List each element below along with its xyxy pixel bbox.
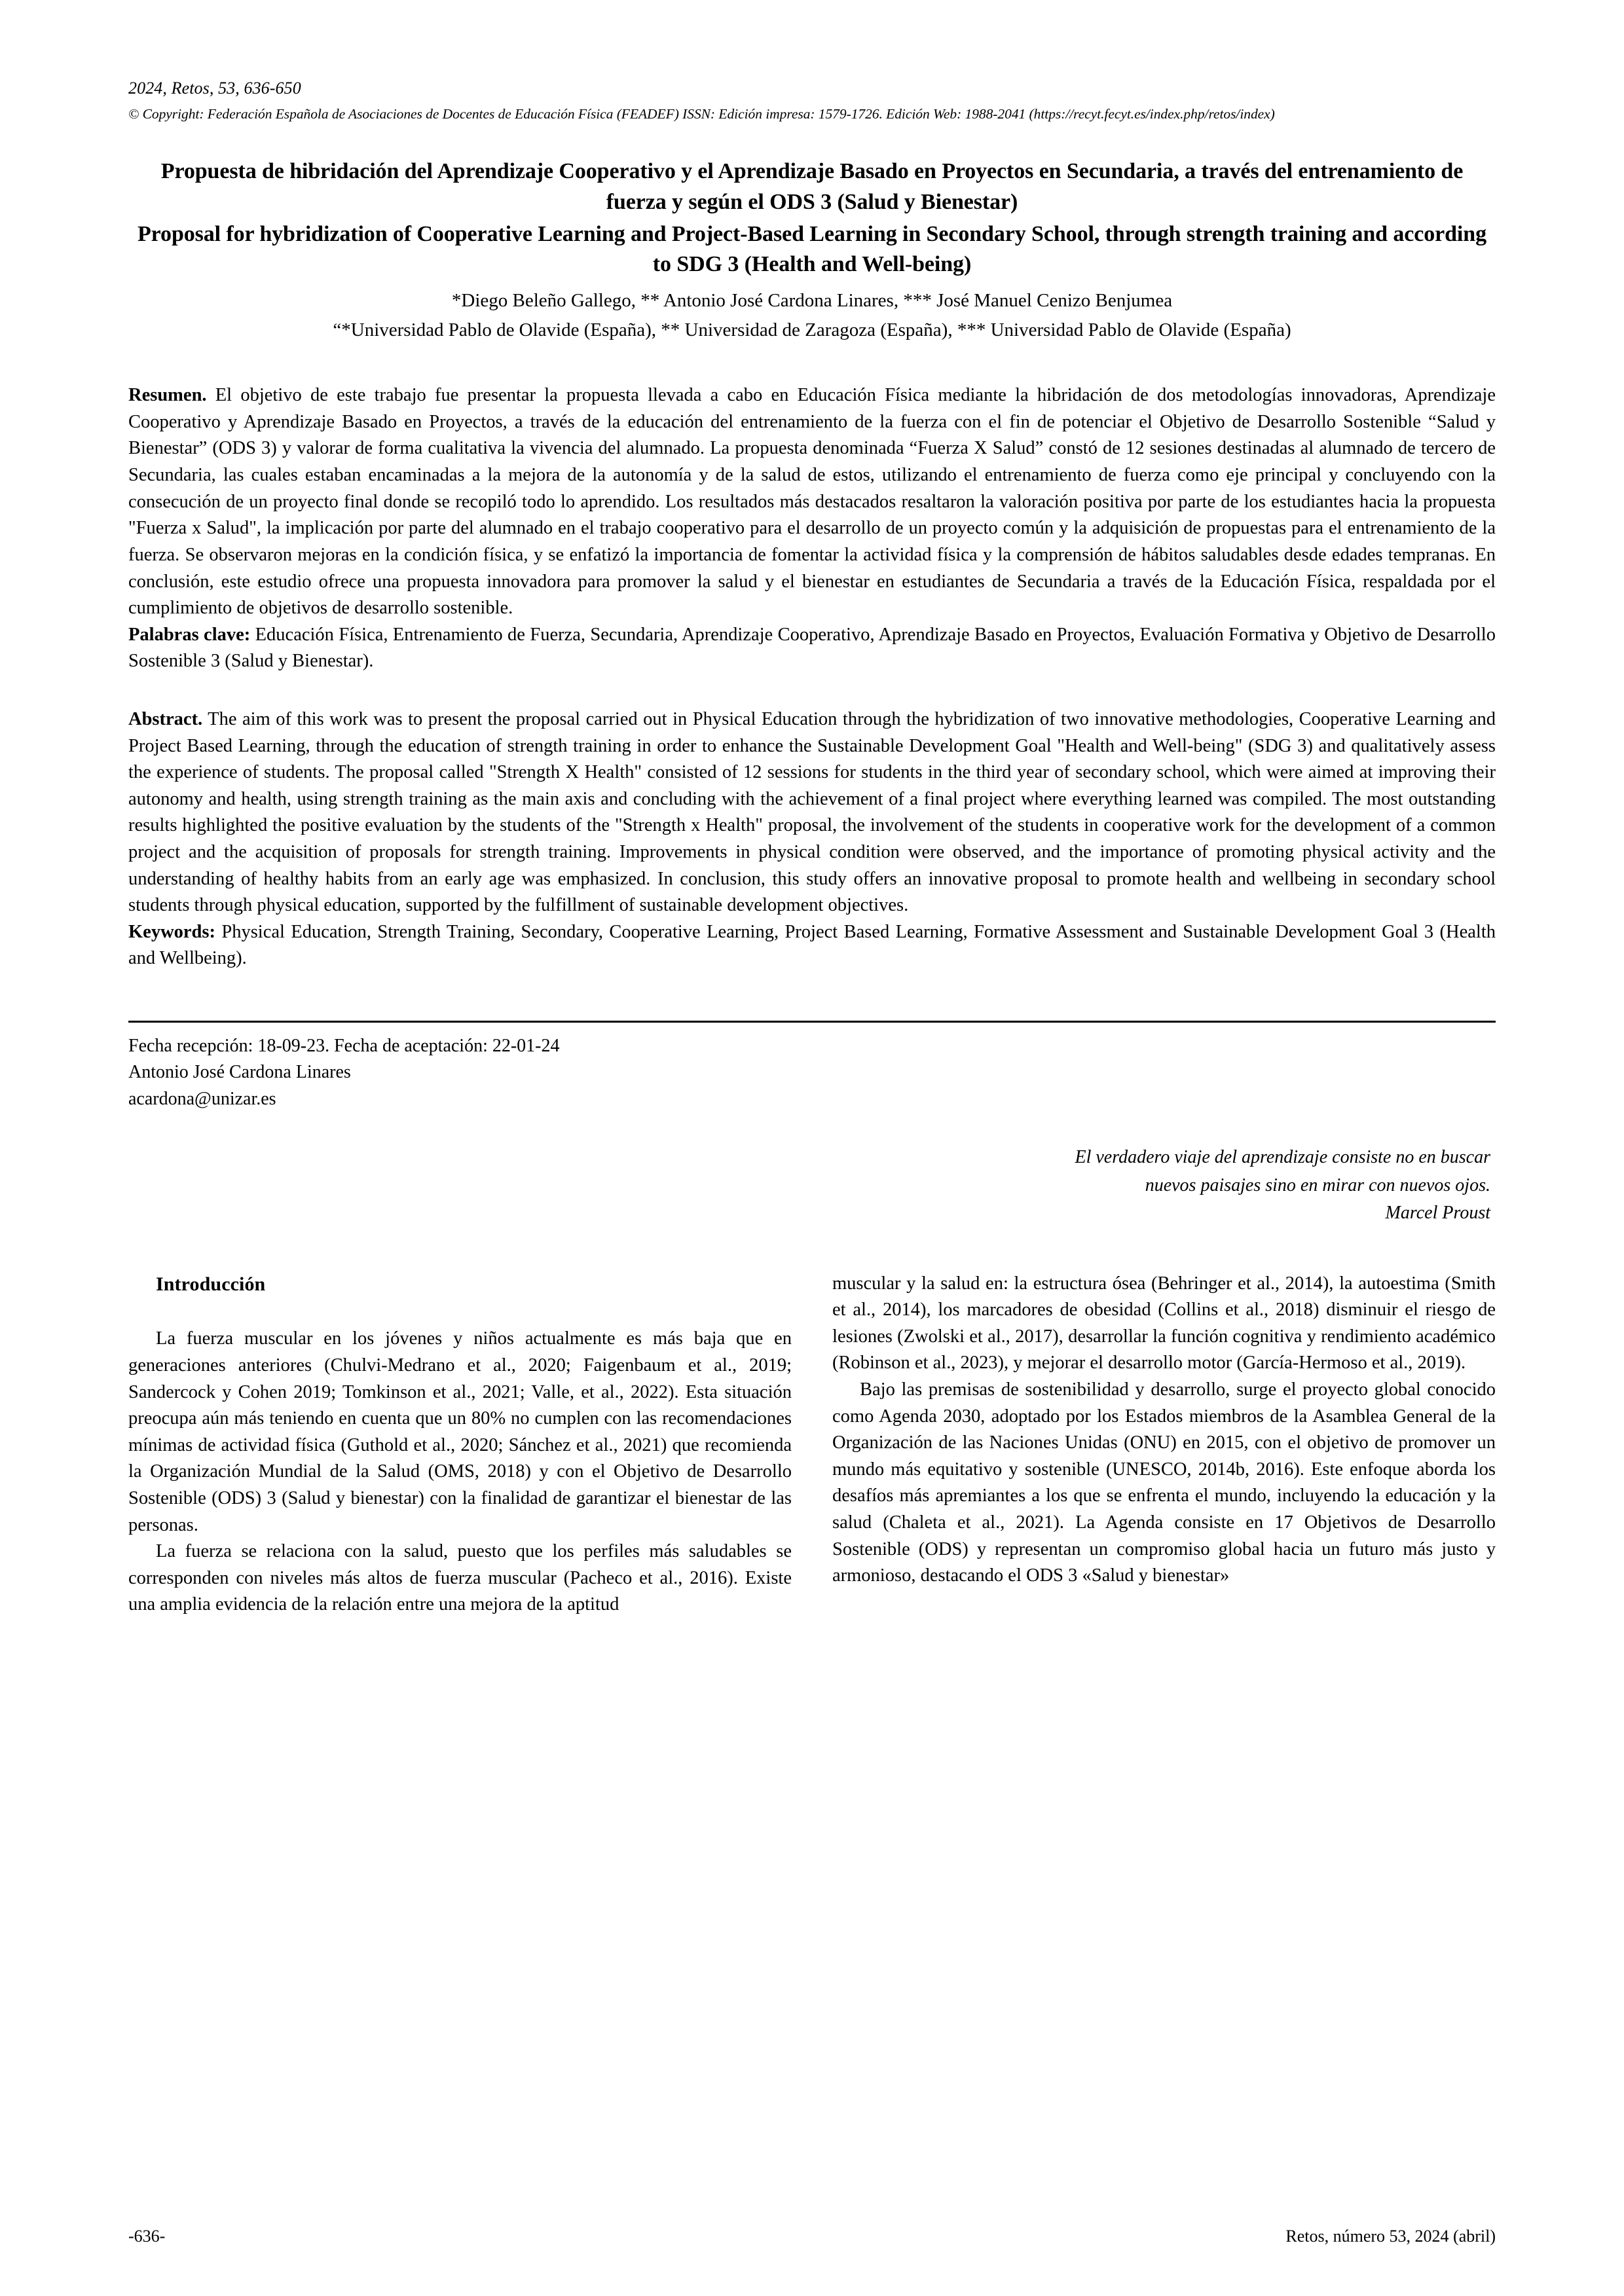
keywords-text: Physical Education, Strength Training, Secondary, Cooperative Learning, Project Based Learning, Formative Assessment and Sustainable Development Goal 3 (Health and Wellbeing). <box>128 921 1496 969</box>
page-title-spanish: Propuesta de hibridación del Aprendizaje Cooperativo y el Aprendizaje Basado en Proyectos en Secundaria, a través del entrenamiento de fuerza y según el ODS 3 (Salud y Bienestar) <box>160 158 1464 214</box>
keywords-label: Keywords: <box>128 921 215 942</box>
paragraph: La fuerza se relaciona con la salud, puesto que los perfiles más saludables se corresponden con niveles más altos de fuerza muscular (Pacheco et al., 2016). Existe una amplia evidencia de la relación entre una mejora de la aptitud <box>128 1541 792 1615</box>
paragraph: La fuerza muscular en los jóvenes y niños actualmente es más baja que en generaciones anteriores (Chulvi-Medrano et al., 2020; Faigenbaum et al., 2019; Sandercock y Cohen 2019; Tomkinson et al., 2021; Valle, et al., 2022). Esta situación preocupa aún más teniendo en cuenta que un 80% no cumplen con las recomendaciones mínimas de actividad física (Guthold et al., 2020; Sánchez et al., 2021) que recomienda la Organización Mundial de la Salud (OMS, 2018) y con el Objetivo de Desarrollo Sostenible (ODS) 3 (Salud y bienestar) con la finalidad de garantizar el bienestar de las personas. <box>128 1328 792 1535</box>
resumen-paragraph <box>128 382 1496 621</box>
resumen-label: Resumen. <box>128 385 207 406</box>
horizontal-divider <box>128 1021 1496 1023</box>
page-number: -636- <box>128 2227 166 2246</box>
page-footer <box>128 2227 1496 2246</box>
copyright-line: © Copyright: Federación Española de Asociaciones de Docentes de Educación Física (FEADEF) ISSN: Edición impresa: 1579-1726. Edición Web: 1988-2041 (https://recyt.fecyt.es/index.php/retos/index) <box>128 105 1275 122</box>
journal-reference: Retos, número 53, 2024 (abril) <box>1285 2227 1496 2246</box>
running-head <box>128 77 1496 124</box>
palabras-clave-paragraph <box>128 622 1496 675</box>
corresponding-author-name: Antonio José Cardona Linares <box>128 1062 351 1083</box>
title-block <box>128 156 1496 344</box>
resumen-section <box>128 382 1496 675</box>
keywords-paragraph <box>128 919 1496 972</box>
abstract-section <box>128 706 1496 972</box>
resumen-text: El objetivo de este trabajo fue presentar la propuesta llevada a cabo en Educación Física mediante la hibridación de dos metodologías innovadoras, Aprendizaje Cooperativo y Aprendizaje Basado en Proyectos, a través de la educación del entrenamiento de la fuerza con el fin de potenciar el Objetivo de Desarrollo Sostenible “Salud y Bienestar” (ODS 3) y valorar de forma cualitativa la vivencia del alumnado. La propuesta denominada “Fuerza X Salud” constó de 12 sesiones destinadas al alumnado de tercero de Secundaria, las cuales estaban encaminadas a la mejora de la autonomía y de la salud de estos, utilizando el entrenamiento de fuerza como eje principal y concluyendo con la consecución de un proyecto final donde se recopiló todo lo aprendido. Los resultados más destacados resaltaron la valoración positiva por parte de los estudiantes hacia la propuesta "Fuerza x Salud", la implicación por parte del alumnado en el trabajo cooperativo para el desarrollo de un proyecto común y la adquisición de propuestas para el entrenamiento de la fuerza. Se observaron mejoras en la condición física, y se enfatizó la importancia de fomentar la actividad física y la comprensión de hábitos saludables desde edades tempranas. En conclusión, este estudio ofrece una propuesta innovadora para promover la salud y el bienestar en estudiantes de Secundaria a través de la Educación Física, respaldada por el cumplimiento de objetivos de desarrollo sostenible. <box>128 385 1496 619</box>
body-columns <box>128 1271 1496 1618</box>
author-list: *Diego Beleño Gallego, ** Antonio José Cardona Linares, *** José Manuel Cenizo Benjumea <box>451 290 1173 312</box>
article-metadata <box>128 1033 1496 1112</box>
corresponding-author-email[interactable]: acardona@unizar.es <box>128 1088 276 1109</box>
abstract-paragraph <box>128 706 1496 919</box>
epigraph-line-1: El verdadero viaje del aprendizaje consiste no en buscar <box>1075 1146 1490 1167</box>
paragraph: Bajo las premisas de sostenibilidad y desarrollo, surge el proyecto global conocido como Agenda 2030, adoptado por los Estados miembros de la Asamblea General de la Organización de las Naciones Unidas (ONU) en 2015, con el objetivo de promover un mundo más equitativo y sostenible (UNESCO, 2014b, 2016). Este enfoque aborda los desafíos más apremiantes a los que se enfrenta el mundo, incluyendo la educación y la salud (Chaleta et al., 2021). La Agenda consiste en 17 Objetivos de Desarrollo Sostenible (ODS) y representan un compromiso global hacia un futuro más justo y armonioso, destacando el ODS 3 «Salud y bienestar» <box>832 1379 1496 1586</box>
body-column-right <box>832 1271 1496 1618</box>
page-title-english: Proposal for hybridization of Cooperative Learning and Project-Based Learning in Secondary School, through strength training and according to SDG 3 (Health and Well-being) <box>138 221 1486 277</box>
submission-dates: Fecha recepción: 18-09-23. Fecha de aceptación: 22-01-24 <box>128 1036 560 1057</box>
abstract-text: The aim of this work was to present the proposal carried out in Physical Education through the hybridization of two innovative methodologies, Cooperative Learning and Project Based Learning, through the education of strength training in order to enhance the Sustainable Development Goal "Health and Well-being" (SDG 3) and qualitatively assess the experience of students. The proposal called "Strength X Health" consisted of 12 sessions for students in the third year of secondary school, which were aimed at improving their autonomy and health, using strength training as the main axis and concluding with the achievement of a final project where everything learned was compiled. The most outstanding results highlighted the positive evaluation by the students of the "Strength x Health" proposal, the involvement of the students in cooperative work for the development of a common project and the acquisition of proposals for strength training. Improvements in physical condition were observed, and the importance of promoting physical activity and the understanding of healthy habits from an early age was emphasized. In conclusion, this study offers an innovative proposal to promote health and wellbeing in secondary school students through physical education, supported by the fulfillment of sustainable development objectives. <box>128 708 1496 916</box>
affiliation-list: “*Universidad Pablo de Olavide (España), ** Universidad de Zaragoza (España), *** Universidad Pablo de Olavide (España) <box>333 319 1291 340</box>
citation-line: 2024, Retos, 53, 636-650 <box>128 79 301 98</box>
epigraph-attribution: Marcel Proust <box>1385 1203 1490 1224</box>
palabras-clave-text: Educación Física, Entrenamiento de Fuerza, Secundaria, Aprendizaje Cooperativo, Aprendizaje Basado en Proyectos, Evaluación Formativa y Objetivo de Desarrollo Sostenible 3 (Salud y Bienestar). <box>128 624 1496 672</box>
abstract-label: Abstract. <box>128 708 203 729</box>
epigraph-quote <box>128 1144 1496 1228</box>
body-column-left <box>128 1271 792 1618</box>
palabras-clave-label: Palabras clave: <box>128 624 251 645</box>
paragraph: muscular y la salud en: la estructura ósea (Behringer et al., 2014), la autoestima (Smith et al., 2014), los marcadores de obesidad (Collins et al., 2018) disminuir el riesgo de lesiones (Zwolski et al., 2017), desarrollar la función cognitiva y rendimiento académico (Robinson et al., 2023), y mejorar el desarrollo motor (García-Hermoso et al., 2019). <box>832 1273 1496 1374</box>
section-heading-introduccion: Introducción <box>156 1273 266 1295</box>
epigraph-line-2: nuevos paisajes sino en mirar con nuevos ojos. <box>1145 1175 1490 1195</box>
